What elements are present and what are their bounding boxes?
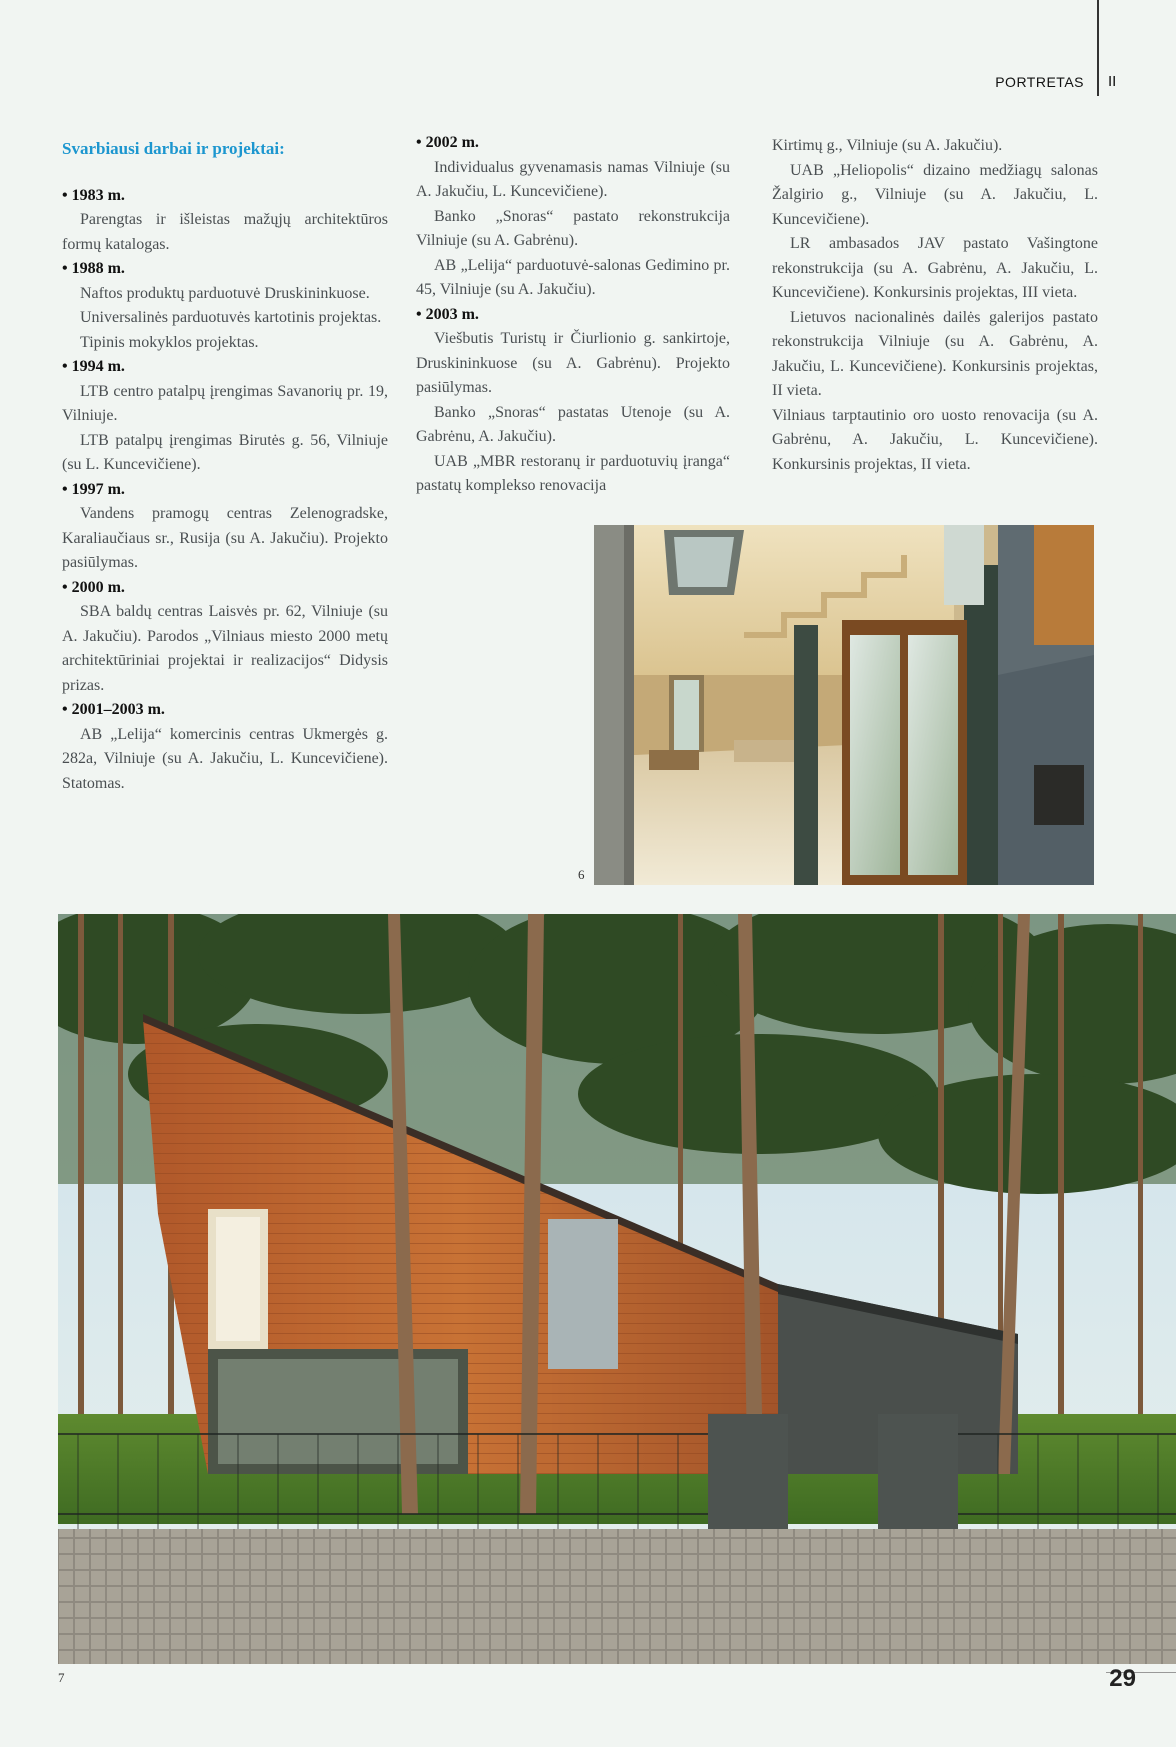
entry-text: UAB „MBR restoranų ir parduotuvių įranga“ pastatų komplekso renovacija xyxy=(416,452,730,494)
entry-text: SBA baldų centras Laisvės pr. 62, Vilniuje (su A. Jakučiu). Parodos „Vilniaus miesto 2000 metų architektūriniai projektai ir realizacijos“ Didysis prizas. xyxy=(62,603,388,694)
section-label: PORTRETAS xyxy=(995,74,1084,90)
section-heading: Svarbiausi darbai ir projektai: xyxy=(62,139,285,158)
entry-text: LTB centro patalpų įrengimas Savanorių pr. 19, Vilniuje. xyxy=(62,382,388,424)
text-column-1 xyxy=(62,137,388,796)
entry-year: • 2001–2003 m. xyxy=(62,701,165,718)
page-number: 29 xyxy=(1109,1665,1136,1692)
entry-text: Viešbutis Turistų ir Čiurlionio g. sankirtoje, Druskininkuose (su A. Gabrėnu). Projekto pasiūlymas. xyxy=(416,330,730,396)
entry-text: AB „Lelija“ komercinis centras Ukmergės g. 282a, Vilniuje (su A. Jakučiu, L. Kuncevičiene). Statomas. xyxy=(62,725,388,792)
house-illustration xyxy=(58,914,1176,1664)
entry-year: • 2002 m. xyxy=(416,134,479,151)
house-exterior-photo xyxy=(58,914,1176,1664)
entry-text: Parengtas ir išleistas mažųjų architektūros formų katalogas. xyxy=(62,211,388,253)
text-column-2 xyxy=(416,131,730,499)
entry-year: • 1988 m. xyxy=(62,260,125,277)
entry-text: Universalinės parduotuvės kartotinis projektas. xyxy=(80,309,382,326)
entry-text: LTB patalpų įrengimas Birutės g. 56, Vilniuje (su L. Kuncevičiene). xyxy=(62,431,388,473)
entry-year: • 1983 m. xyxy=(62,186,125,204)
entry-text: AB „Lelija“ parduotuvė-salonas Gedimino pr. 45, Vilniuje (su A. Jakučiu). xyxy=(416,256,730,298)
part-number: II xyxy=(1108,73,1117,90)
entry-text: Lietuvos nacionalinės dailės galerijos pastato rekonstrukcija Vilniuje (su A. Gabrėnu, A. Jakučiu, L. Kuncevičiene). Konkursinis projektas, II vieta. xyxy=(772,308,1098,399)
entry-year: • 2003 m. xyxy=(416,305,479,323)
header-divider xyxy=(1097,0,1099,96)
figure-number: 7 xyxy=(58,1670,65,1685)
entry-year: • 1994 m. xyxy=(62,358,125,375)
entry-text: Tipinis mokyklos projektas. xyxy=(80,333,259,351)
entry-text: Banko „Snoras“ pastatas Utenoje (su A. Gabrėnu, A. Jakučiu). xyxy=(416,403,730,445)
page-header xyxy=(960,60,1176,100)
entry-year: • 1997 m. xyxy=(62,480,125,498)
entry-text: Naftos produktų parduotuvė Druskininkuose. xyxy=(80,284,370,302)
figure-number: 6 xyxy=(578,867,585,882)
entry-text: Vandens pramogų centras Zelenogradske, Karaliaučiaus sr., Rusija (su A. Jakučiu). Projekto pasiūlymas. xyxy=(62,505,388,571)
interior-photo xyxy=(594,525,1094,885)
interior-illustration xyxy=(594,525,1094,885)
entry-text: LR ambasados JAV pastato Vašingtone rekonstrukcija (su A. Gabrėnu, A. Jakučiu, L. Kuncevičiene). Konkursinis projektas, III vieta. xyxy=(772,235,1098,301)
entry-text: UAB „Heliopolis“ dizaino medžiagų salonas Žalgirio g., Vilniuje (su A. Jakučiu, L. Kuncevičiene). xyxy=(772,161,1098,228)
entry-text: Kirtimų g., Vilniuje (su A. Jakučiu). xyxy=(772,137,1003,154)
entry-year: • 2000 m. xyxy=(62,578,125,596)
entry-text: Banko „Snoras“ pastato rekonstrukcija Vilniuje (su A. Gabrėnu). xyxy=(416,207,730,249)
text-column-3 xyxy=(772,134,1098,477)
entry-text: Individualus gyvenamasis namas Vilniuje (su A. Jakučiu, L. Kuncevičiene). xyxy=(416,158,730,200)
entry-text: Vilniaus tarptautinio oro uosto renovacija (su A. Gabrėnu, A. Jakučiu, L. Kuncevičiene). Konkursinis projektas, II vieta. xyxy=(772,406,1098,473)
